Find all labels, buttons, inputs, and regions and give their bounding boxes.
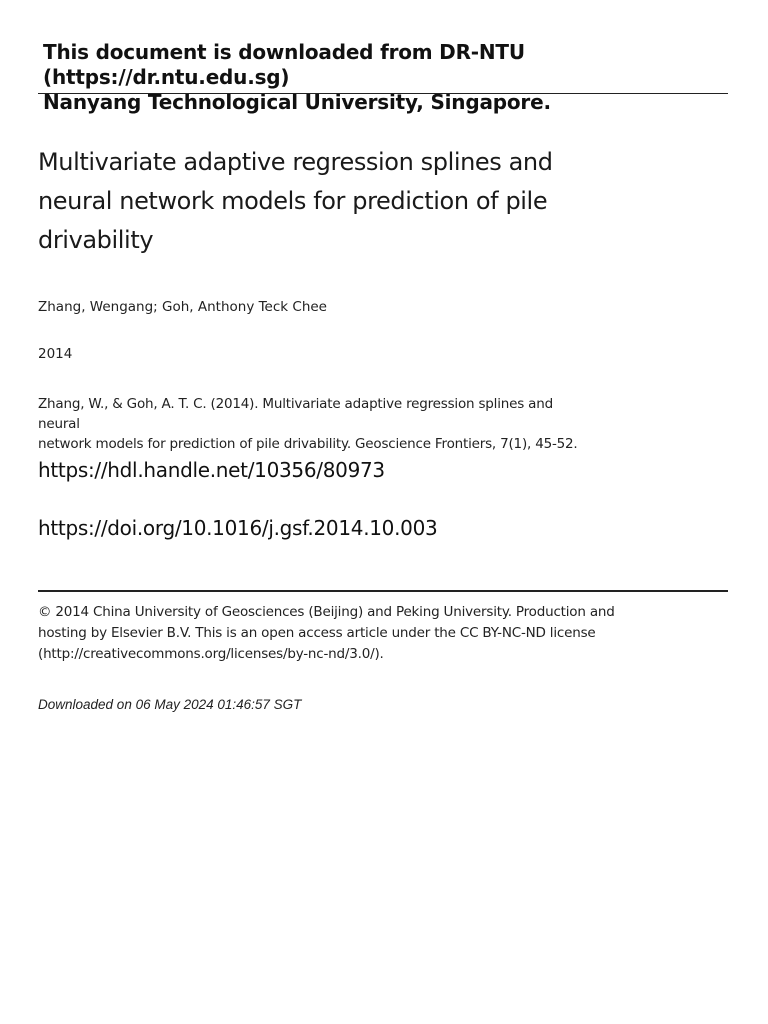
document-title xyxy=(38,143,598,260)
license-line: (http://creativecommons.org/licenses/by-nc-nd/3.0/). xyxy=(38,646,384,662)
repository-header xyxy=(43,40,733,115)
title-line: Multivariate adaptive regression splines and xyxy=(38,148,553,176)
download-timestamp: Downloaded on 06 May 2024 01:46:57 SGT xyxy=(38,697,302,712)
section-divider xyxy=(38,590,728,592)
authors: Zhang, Wengang; Goh, Anthony Teck Chee xyxy=(38,299,327,315)
license-notice xyxy=(38,602,638,665)
citation-line: network models for prediction of pile drivability. Geoscience Frontiers, 7(1), 45-52. xyxy=(38,436,578,452)
citation xyxy=(38,394,598,454)
license-line: hosting by Elsevier B.V. This is an open access article under the CC BY-NC-ND license xyxy=(38,625,596,641)
header-divider xyxy=(38,93,728,94)
handle-link[interactable]: https://hdl.handle.net/10356/80973 xyxy=(38,458,385,482)
license-line: © 2014 China University of Geosciences (Beijing) and Peking University. Production and xyxy=(38,604,615,620)
citation-line: Zhang, W., & Goh, A. T. C. (2014). Multivariate adaptive regression splines and neural xyxy=(38,396,553,432)
title-line: drivability xyxy=(38,226,154,254)
header-source-line: This document is downloaded from DR-NTU (https://dr.ntu.edu.sg) xyxy=(43,40,525,89)
publication-year: 2014 xyxy=(38,346,73,362)
header-university-line: Nanyang Technological University, Singapore. xyxy=(43,90,551,114)
doi-link[interactable]: https://doi.org/10.1016/j.gsf.2014.10.003 xyxy=(38,516,438,540)
title-line: neural network models for prediction of pile xyxy=(38,187,548,215)
